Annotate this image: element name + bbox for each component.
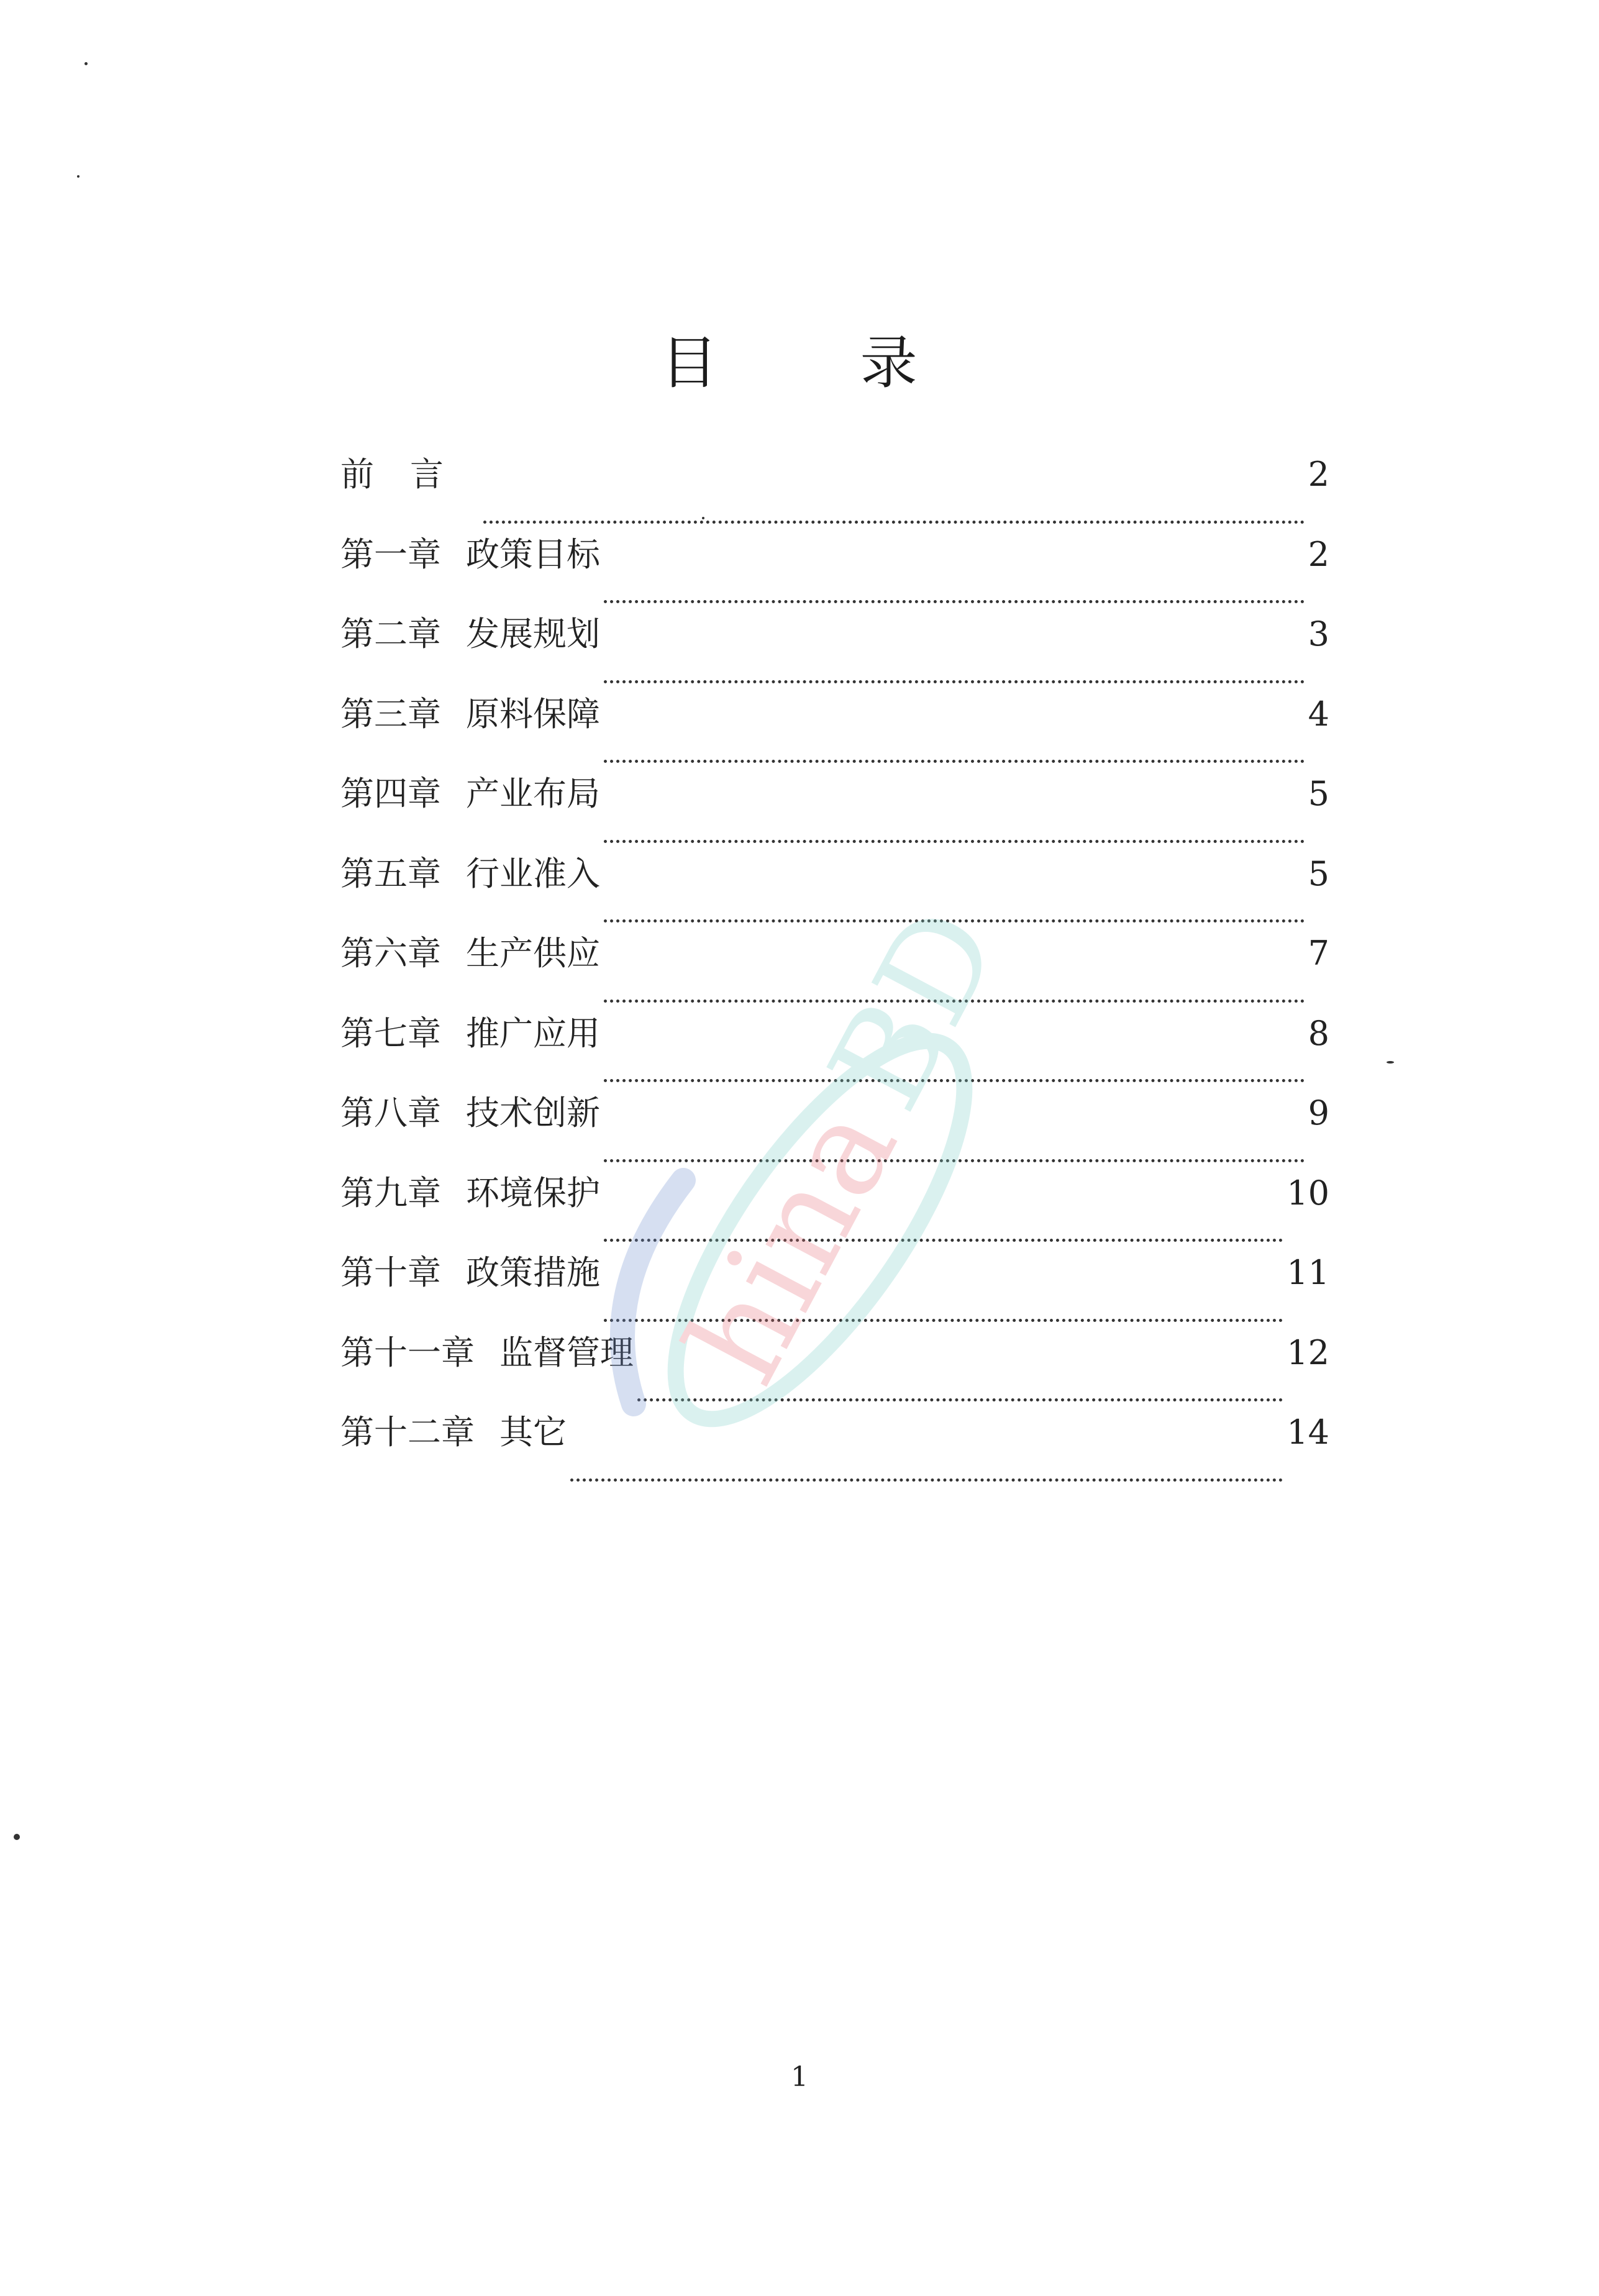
toc-chapter-label: 第四章 xyxy=(340,774,441,813)
page-footer-number: 1 xyxy=(791,2061,808,2093)
toc-page-number: 5 xyxy=(1308,774,1329,813)
toc-leader-dots xyxy=(604,600,1305,603)
toc-page-number: 2 xyxy=(1308,455,1329,494)
toc-page-number: 12 xyxy=(1287,1332,1329,1372)
toc-entry-chapter-4[interactable] xyxy=(340,772,1329,852)
toc-entry-chapter-1[interactable] xyxy=(340,532,1329,613)
toc-leader-dots xyxy=(483,521,1305,524)
toc-chapter-label: 第八章 xyxy=(340,1093,441,1132)
toc-entry-chapter-5[interactable] xyxy=(340,852,1329,932)
toc-page-number: 9 xyxy=(1308,1093,1329,1132)
toc-chapter-label: 第十二章 xyxy=(340,1413,475,1452)
toc-leader-dots xyxy=(604,680,1305,683)
toc-leader-dots xyxy=(604,1319,1283,1322)
toc-heading: 生产供应 xyxy=(466,934,600,973)
toc-leader-dots xyxy=(604,1000,1305,1003)
toc-entry-chapter-11[interactable] xyxy=(340,1331,1329,1411)
toc-entry-chapter-12[interactable] xyxy=(340,1410,1329,1490)
page-title: 目 录 xyxy=(660,330,980,396)
toc-chapter-label: 第七章 xyxy=(340,1013,441,1053)
toc-heading: 技术创新 xyxy=(466,1093,600,1132)
toc-chapter-label: 前言 xyxy=(340,455,480,494)
toc-heading: 行业准入 xyxy=(466,854,600,893)
toc-entry-chapter-2[interactable] xyxy=(340,612,1329,692)
toc-heading: 发展规划 xyxy=(466,614,600,654)
scan-speck xyxy=(14,1834,20,1840)
toc-chapter-label: 第六章 xyxy=(340,934,441,973)
toc-page-number: 4 xyxy=(1308,694,1329,734)
toc-entry-chapter-7[interactable] xyxy=(340,1011,1329,1091)
toc-leader-dots xyxy=(604,919,1305,922)
toc-chapter-label: 第一章 xyxy=(340,534,441,574)
toc-heading: 监督管理 xyxy=(499,1332,634,1372)
toc-chapter-label: 第三章 xyxy=(340,694,441,734)
watermark-text-bd: BD xyxy=(800,884,1029,1133)
toc-leader-dots xyxy=(637,1398,1283,1401)
toc-entry-preface[interactable] xyxy=(340,452,1329,532)
scan-speck xyxy=(77,175,80,178)
toc-entry-chapter-6[interactable] xyxy=(340,931,1329,1011)
toc-chapter-label: 第十章 xyxy=(340,1253,441,1292)
toc-leader-dots xyxy=(604,1159,1305,1162)
toc-heading: 原料保障 xyxy=(466,694,600,734)
toc-chapter-label: 第十一章 xyxy=(340,1332,475,1372)
toc-page-number: 5 xyxy=(1308,854,1329,893)
scan-speck xyxy=(84,62,88,65)
toc-heading: 政策目标 xyxy=(466,534,600,574)
toc-page-number: 11 xyxy=(1287,1253,1329,1292)
toc-leader-dots xyxy=(604,760,1305,763)
toc-heading: 其它 xyxy=(499,1413,567,1452)
toc-entry-chapter-9[interactable] xyxy=(340,1171,1329,1251)
toc-chapter-label: 第九章 xyxy=(340,1173,441,1213)
toc-page-number: 14 xyxy=(1287,1413,1329,1452)
toc-page-number: 7 xyxy=(1308,934,1329,973)
toc-leader-dots xyxy=(570,1478,1283,1482)
toc-entry-chapter-8[interactable] xyxy=(340,1091,1329,1171)
toc-leader-dots xyxy=(604,1239,1283,1242)
toc-chapter-label: 第二章 xyxy=(340,614,441,654)
toc-page-number: 3 xyxy=(1308,614,1329,654)
scan-speck xyxy=(702,517,704,519)
toc-page-number: 10 xyxy=(1287,1173,1329,1213)
toc-heading: 产业布局 xyxy=(466,774,600,813)
toc-heading: 环境保护 xyxy=(466,1173,600,1213)
watermark-text: hina xyxy=(657,1080,927,1406)
toc-entry-chapter-3[interactable] xyxy=(340,692,1329,772)
toc-leader-dots xyxy=(604,1079,1305,1082)
toc-page-number: 2 xyxy=(1308,534,1329,574)
scan-speck xyxy=(1387,1061,1394,1064)
toc-entry-chapter-10[interactable] xyxy=(340,1250,1329,1331)
toc-leader-dots xyxy=(604,840,1305,843)
toc-heading: 推广应用 xyxy=(466,1013,600,1053)
toc-heading: 政策措施 xyxy=(466,1253,600,1292)
table-of-contents xyxy=(340,452,1329,1490)
toc-page-number: 8 xyxy=(1308,1013,1329,1053)
toc-chapter-label: 第五章 xyxy=(340,854,441,893)
